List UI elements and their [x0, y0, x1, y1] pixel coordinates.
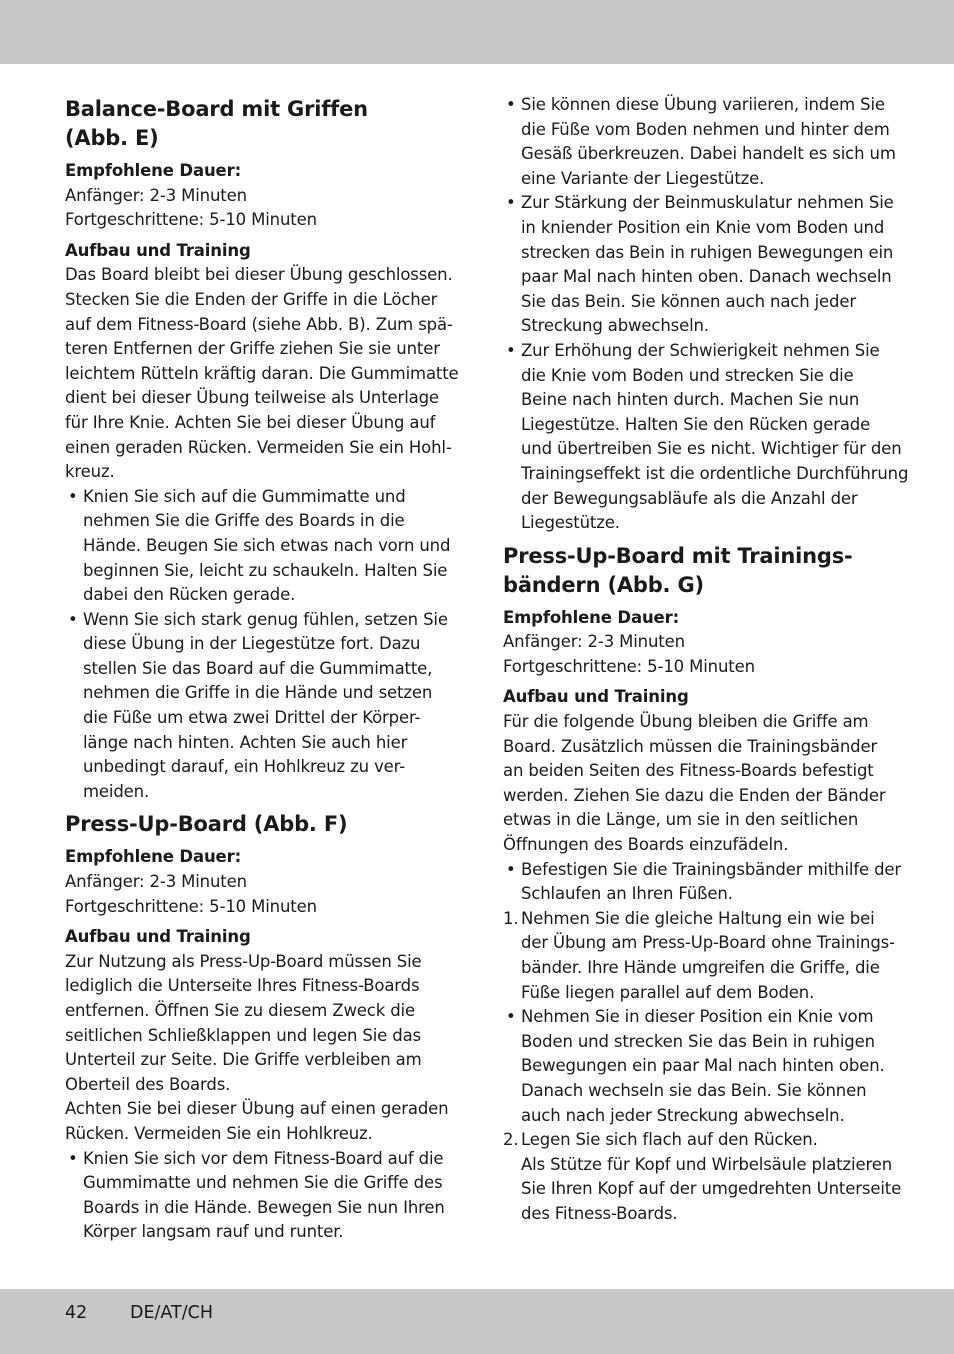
- duration-advanced: Fortgeschrittene: 5-10 Minuten: [65, 896, 317, 916]
- text-line: die Füße um etwa zwei Drittel der Körper-: [83, 708, 421, 728]
- title-line: Press-Up-Board (Abb. F): [65, 812, 348, 837]
- text-line: Achten Sie bei dieser Übung auf einen geraden: [65, 1099, 449, 1119]
- text-line: Nehmen Sie die gleiche Haltung ein wie bei: [521, 908, 875, 928]
- text-line: Füße liegen parallel auf dem Boden.: [521, 982, 815, 1002]
- text-line: Hände. Beugen Sie sich etwas nach vorn und: [83, 535, 451, 555]
- text-line: Unterteil zur Seite. Die Griffe verbleiben am: [65, 1050, 422, 1070]
- text-line: Körper langsam rauf und runter.: [83, 1222, 344, 1242]
- title-line: Balance-Board mit Griffen: [65, 97, 368, 121]
- list-item: [65, 485, 450, 608]
- bullet-marker: •: [506, 95, 516, 114]
- title-line: Press-Up-Board mit Trainings-: [503, 543, 853, 568]
- text-line: Befestigen Sie die Trainingsbänder mithilfe der: [521, 859, 902, 879]
- text-line: Zur Stärkung der Beinmuskulatur nehmen Sie: [521, 193, 894, 213]
- text-line: und übertreiben Sie es nicht. Wichtiger für den: [521, 439, 902, 459]
- text-line: Als Stütze für Kopf und Wirbelsäule platzieren: [521, 1154, 893, 1174]
- text-line: teren Entfernen der Griffe ziehen Sie sie unter: [65, 339, 440, 359]
- bullet-marker: •: [506, 1007, 516, 1027]
- list-item: [503, 907, 893, 1005]
- text-line: Board. Zusätzlich müssen die Trainingsbänder: [503, 736, 878, 756]
- text-line: unbedingt darauf, ein Hohlkreuz zu ver-: [83, 757, 406, 777]
- left-column: [65, 95, 459, 1245]
- text-line: strecken das Bein in ruhigen Bewegungen ein: [521, 242, 894, 262]
- text-line: länge nach hinten. Achten Sie auch hier: [83, 732, 408, 752]
- text-line: Oberteil des Boards.: [65, 1074, 231, 1094]
- text-line: Knien Sie sich vor dem Fitness-Board auf die: [83, 1148, 444, 1168]
- text-line: Nehmen Sie in dieser Position ein Knie vom: [521, 1007, 874, 1027]
- training-heading: Aufbau und Training: [65, 927, 251, 947]
- text-line: Stecken Sie die Enden der Griffe in die Löcher: [65, 289, 438, 309]
- text-line: der Übung am Press-Up-Board ohne Trainings-: [521, 933, 895, 953]
- text-line: in kniender Position ein Knie vom Boden und: [521, 217, 885, 237]
- bullet-marker: •: [506, 193, 516, 213]
- region-label: DE/AT/CH: [130, 1303, 214, 1323]
- text-line: werden. Ziehen Sie dazu die Enden der Bänder: [503, 785, 886, 805]
- text-line: Liegestütze. Halten Sie den Rücken gerade: [521, 414, 871, 434]
- text-line: Schlaufen an Ihren Füßen.: [521, 884, 733, 904]
- list-item: [503, 858, 902, 907]
- text-line: Rücken. Vermeiden Sie ein Hohlkreuz.: [65, 1123, 373, 1143]
- duration-heading: Empfohlene Dauer:: [65, 161, 242, 180]
- text-line: nehmen Sie die Griffe des Boards in die: [83, 511, 405, 531]
- number-marker: 1.: [503, 908, 519, 928]
- duration-heading: Empfohlene Dauer:: [503, 607, 680, 627]
- text-line: lediglich die Unterseite Ihres Fitness-Boards: [65, 976, 420, 996]
- section-title-training-bands: [503, 542, 893, 600]
- bullet-marker: •: [68, 1148, 78, 1168]
- text-line: Gesäß überkreuzen. Dabei handelt es sich um: [521, 144, 896, 164]
- text-line: Das Board bleibt bei dieser Übung geschlossen.: [65, 265, 453, 285]
- text-line: Boden und strecken Sie das Bein in ruhigen: [521, 1031, 875, 1051]
- training-heading: Aufbau und Training: [503, 687, 689, 707]
- text-line: Legen Sie sich flach auf den Rücken.: [521, 1130, 818, 1150]
- text-line: Sie Ihren Kopf auf der umgedrehten Unterseite: [521, 1179, 902, 1199]
- text-line: die Knie vom Boden und strecken Sie die: [521, 365, 854, 385]
- text-line: entfernen. Öffnen Sie zu diesem Zweck die: [65, 1001, 415, 1020]
- title-line: (Abb. E): [65, 126, 159, 150]
- list-item: [503, 191, 893, 339]
- text-line: Wenn Sie sich stark genug fühlen, setzen Sie: [83, 609, 448, 629]
- text-line: etwas in die Länge, um sie in den seitlichen: [503, 810, 859, 830]
- text-line: Beine nach hinten durch. Machen Sie nun: [521, 390, 860, 410]
- title-line: bändern (Abb. G): [503, 572, 704, 597]
- text-line: stellen Sie das Board auf die Gummimatte,: [83, 658, 433, 678]
- text-line: Zur Nutzung als Press-Up-Board müssen Sie: [65, 951, 422, 971]
- duration-advanced: Fortgeschrittene: 5-10 Minuten: [503, 656, 755, 676]
- duration-beginner: Anfänger: 2-3 Minuten: [503, 632, 685, 652]
- right-column: [503, 93, 909, 1227]
- text-line: seitlichen Schließklappen und legen Sie das: [65, 1025, 422, 1045]
- text-line: an beiden Seiten des Fitness-Boards befestigt: [503, 761, 874, 781]
- text-line: eine Variante der Liegestütze.: [521, 168, 765, 188]
- bullet-marker: •: [506, 340, 516, 360]
- list-item: [503, 1128, 902, 1226]
- text-line: Streckung abwechseln.: [521, 316, 709, 336]
- text-line: paar Mal nach hinten oben. Danach wechseln: [521, 267, 892, 287]
- text-line: dabei den Rücken gerade.: [83, 585, 296, 605]
- intro-paragraph: [503, 710, 893, 858]
- section-title-press-up-board: [65, 810, 450, 839]
- text-line: bänder. Ihre Hände umgreifen die Griffe, die: [521, 958, 880, 977]
- text-line: Boards in die Hände. Bewegen Sie nun Ihren: [83, 1197, 445, 1217]
- intro-paragraph: [65, 950, 450, 1147]
- text-line: meiden.: [83, 781, 150, 801]
- text-line: diese Übung in der Liegestütze fort. Dazu: [83, 634, 421, 654]
- text-line: Sie das Bein. Sie können auch nach jeder: [521, 291, 856, 311]
- text-line: Bewegungen ein paar Mal nach hinten oben.: [521, 1056, 885, 1076]
- duration-heading: Empfohlene Dauer:: [65, 847, 242, 867]
- duration-beginner: Anfänger: 2-3 Minuten: [65, 185, 247, 205]
- section-title-balance-board: [65, 95, 450, 153]
- text-line: einen geraden Rücken. Vermeiden Sie ein Hohl-: [65, 437, 452, 457]
- text-line: Knien Sie sich auf die Gummimatte und: [83, 486, 406, 506]
- text-line: des Fitness-Boards.: [521, 1203, 678, 1223]
- text-line: leichtem Rütteln kräftig daran. Die Gummimatte: [65, 363, 459, 383]
- text-line: dient bei dieser Übung teilweise als Unterlage: [65, 388, 439, 408]
- text-line: Sie können diese Übung variieren, indem Sie: [521, 95, 885, 114]
- text-line: auf dem Fitness-Board (siehe Abb. B). Zum spä-: [65, 314, 453, 334]
- text-line: der Bewegungsabläufe als die Anzahl der: [521, 488, 858, 508]
- intro-paragraph: [65, 263, 459, 484]
- header-bar: [0, 0, 954, 64]
- list-item: [503, 1005, 893, 1128]
- page-number: 42: [65, 1303, 88, 1323]
- text-line: Für die folgende Übung bleiben die Griffe am: [503, 712, 869, 732]
- bullet-marker: •: [68, 486, 78, 506]
- text-line: die Füße vom Boden nehmen und hinter dem: [521, 119, 890, 139]
- text-line: Trainingseffekt ist die ordentliche Durchführung: [521, 463, 909, 483]
- text-line: Zur Erhöhung der Schwierigkeit nehmen Sie: [521, 340, 880, 360]
- text-line: kreuz.: [65, 462, 115, 482]
- text-line: auch nach jeder Streckung abwechseln.: [521, 1105, 845, 1125]
- list-item: [65, 1147, 450, 1245]
- list-item: [503, 339, 909, 536]
- text-line: beginnen Sie, leicht zu schaukeln. Halten Sie: [83, 560, 448, 580]
- list-item: [65, 608, 450, 805]
- text-line: Liegestütze.: [521, 513, 620, 533]
- duration-advanced: Fortgeschrittene: 5-10 Minuten: [65, 210, 317, 230]
- training-heading: Aufbau und Training: [65, 240, 251, 260]
- text-line: Öffnungen des Boards einzufädeln.: [503, 835, 789, 855]
- text-line: Danach wechseln sie das Bein. Sie können: [521, 1080, 867, 1100]
- text-line: nehmen die Griffe in die Hände und setzen: [83, 683, 433, 703]
- number-marker: 2.: [503, 1130, 519, 1150]
- text-line: für Ihre Knie. Achten Sie bei dieser Übung auf: [65, 412, 436, 432]
- bullet-marker: •: [506, 859, 516, 879]
- list-item: [503, 93, 896, 191]
- bullet-marker: •: [68, 609, 78, 629]
- text-line: Gummimatte und nehmen Sie die Griffe des: [83, 1173, 443, 1193]
- duration-beginner: Anfänger: 2-3 Minuten: [65, 872, 247, 892]
